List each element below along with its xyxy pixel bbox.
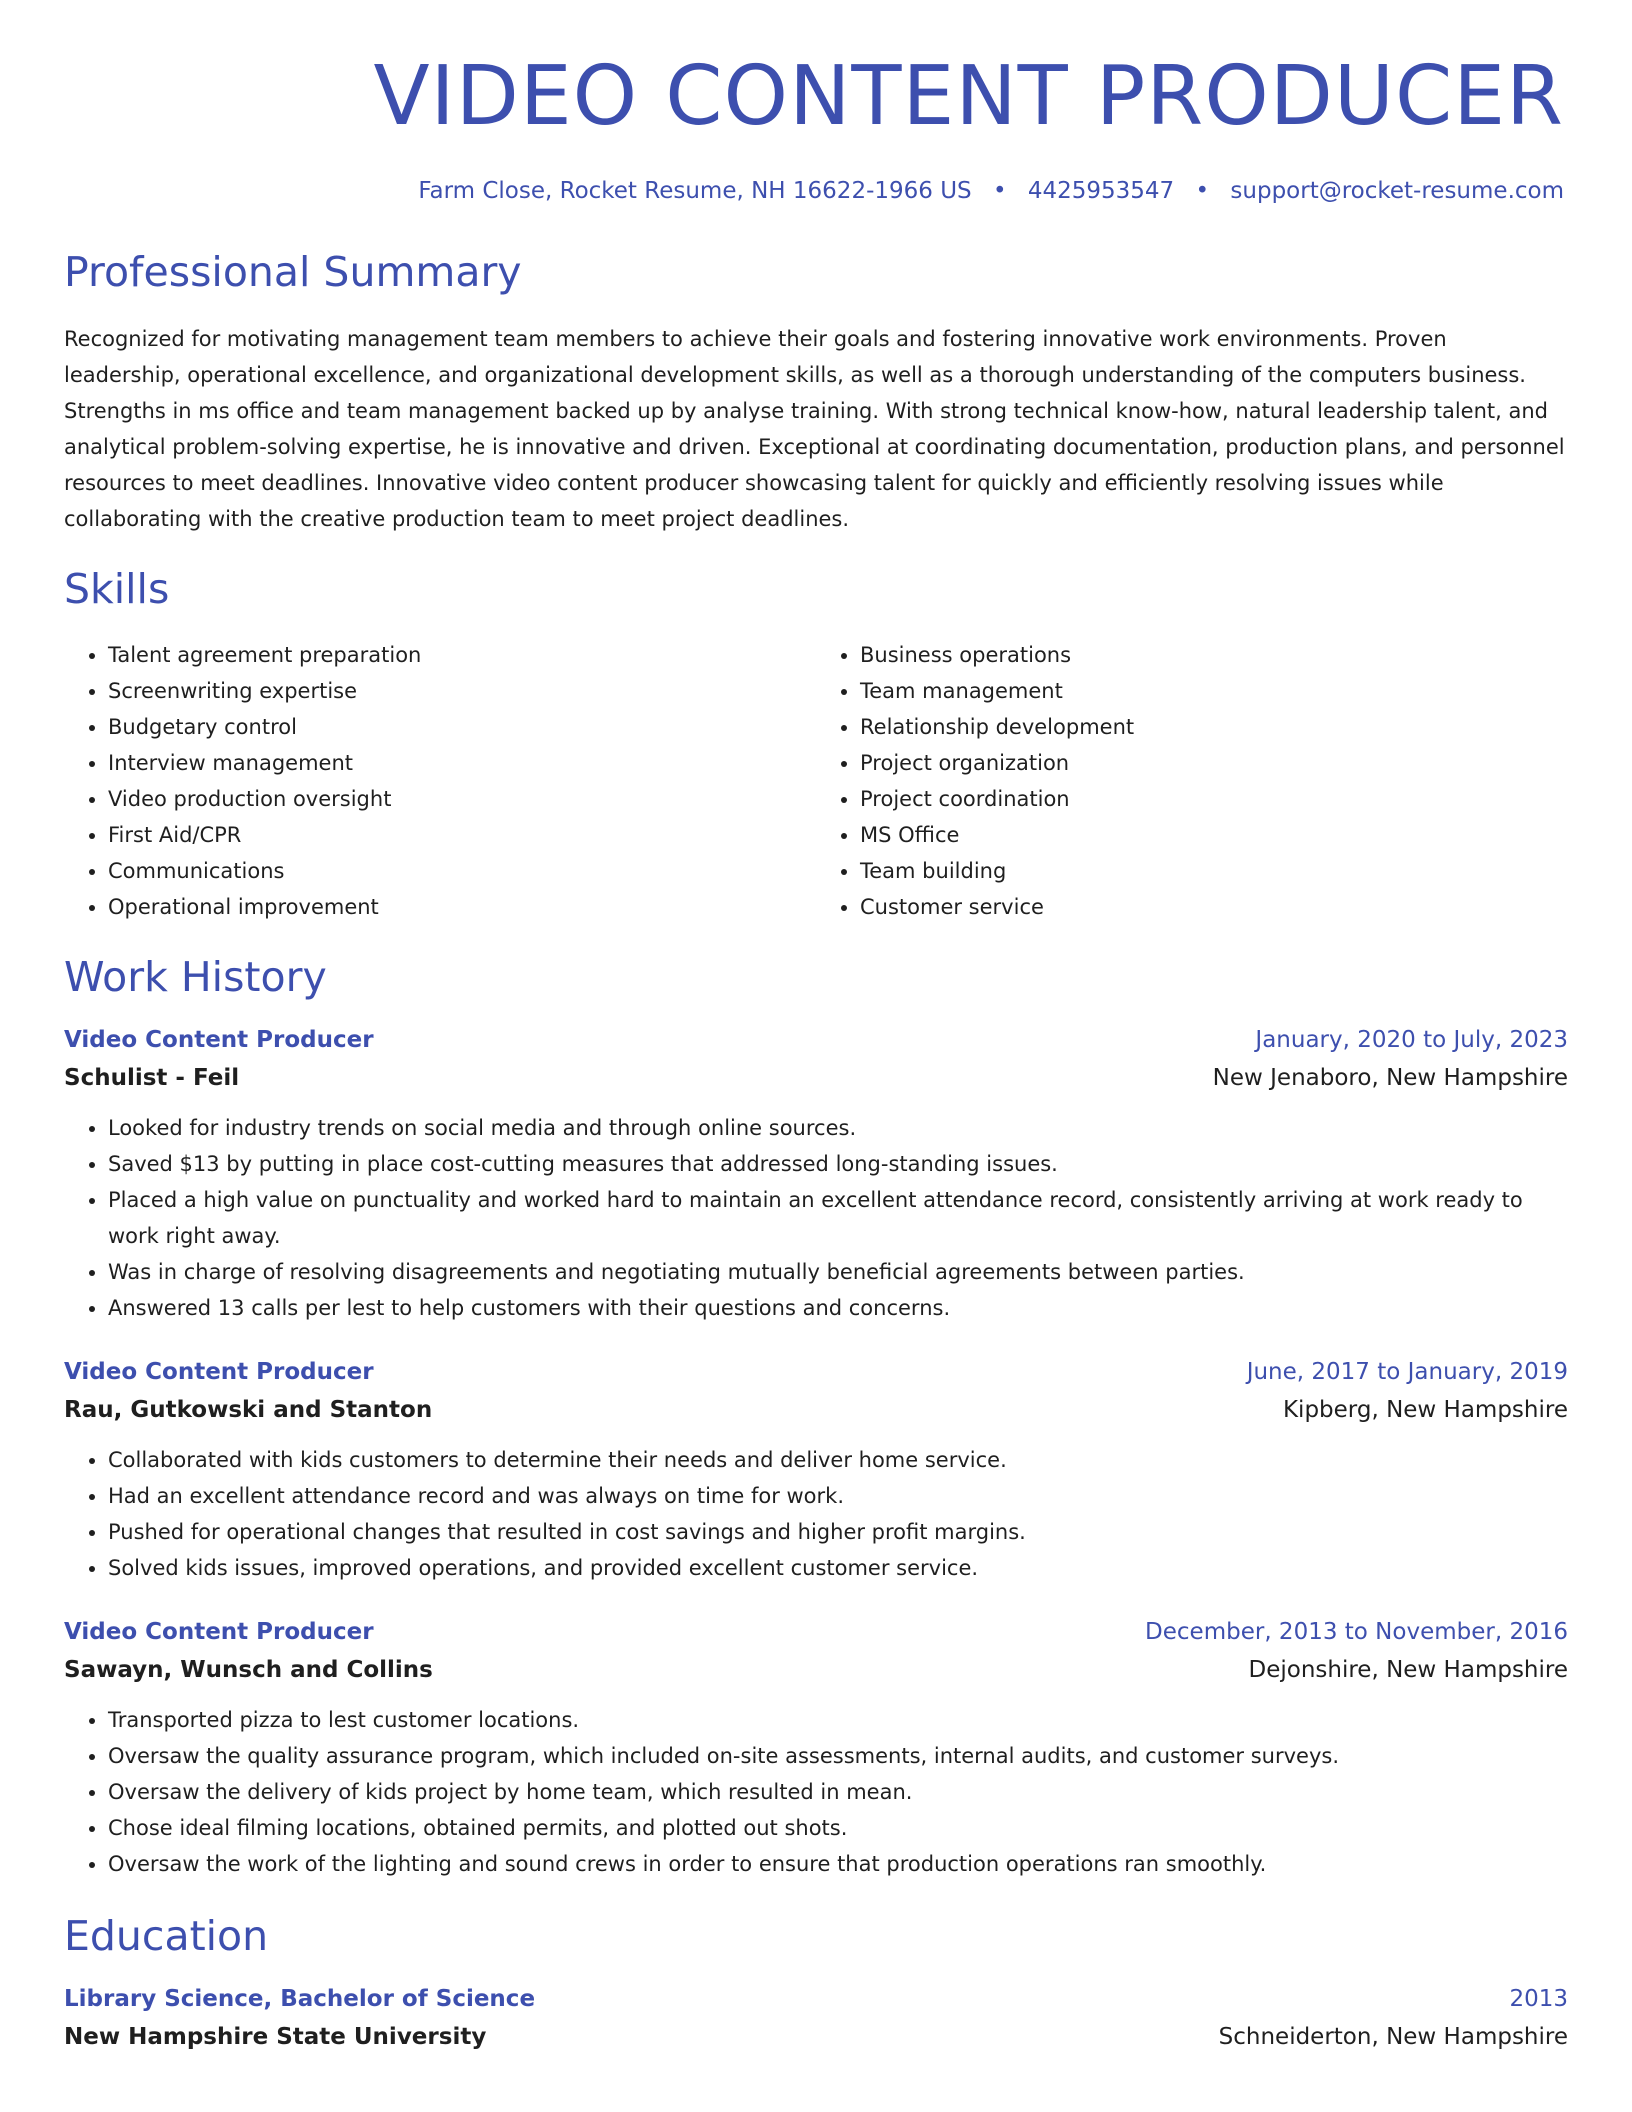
job-bullet: • Chose ideal filming locations, obtained permits, and plotted out shots. xyxy=(108,1810,1528,1846)
skill-item: • Customer service xyxy=(860,889,1568,925)
job-bullet: • Oversaw the work of the lighting and sound crews in order to ensure that production operations ran smoothly. xyxy=(108,1846,1528,1882)
job-bullets xyxy=(64,1442,1568,1586)
skill-item: • Communications xyxy=(108,853,816,889)
job-bullet: • Placed a high value on punctuality and worked hard to maintain an excellent attendance record, consistently arriving at work ready to work right away. xyxy=(108,1182,1528,1254)
work-history-heading: Work History xyxy=(64,952,327,1001)
job-entry xyxy=(64,1354,1568,1586)
education-year: 2013 xyxy=(1509,1985,1568,2012)
job-bullet: • Solved kids issues, improved operations, and provided excellent customer service. xyxy=(108,1550,1528,1586)
job-bullet: • Had an excellent attendance record and was always on time for work. xyxy=(108,1478,1528,1514)
skills-column-left xyxy=(64,637,816,925)
skills-heading: Skills xyxy=(64,565,170,614)
job-location: Kipberg, New Hampshire xyxy=(1282,1396,1568,1423)
job-company: Sawayn, Wunsch and Collins xyxy=(64,1656,433,1683)
education-heading: Education xyxy=(64,1911,269,1960)
job-company: Schulist - Feil xyxy=(64,1064,240,1091)
skills-column-right xyxy=(816,637,1568,925)
contact-line xyxy=(64,178,1568,204)
job-bullet: • Oversaw the quality assurance program, which included on-site assessments, internal audits, and customer surveys. xyxy=(108,1738,1528,1774)
job-bullets xyxy=(64,1702,1568,1882)
contact-separator: • xyxy=(1195,178,1210,205)
skills-grid xyxy=(64,637,1568,925)
job-bullet: • Pushed for operational changes that resulted in cost savings and higher profit margins. xyxy=(108,1514,1528,1550)
skill-item: • MS Office xyxy=(860,817,1568,853)
skill-item: • First Aid/CPR xyxy=(108,817,816,853)
skill-item: • Screenwriting expertise xyxy=(108,673,816,709)
job-location: Dejonshire, New Hampshire xyxy=(1248,1656,1568,1683)
skill-item: • Project coordination xyxy=(860,781,1568,817)
job-dates: December, 2013 to November, 2016 xyxy=(1145,1618,1568,1645)
job-title: Video Content Producer xyxy=(64,1618,374,1645)
job-dates: January, 2020 to July, 2023 xyxy=(1255,1026,1568,1053)
job-entry xyxy=(64,1022,1568,1326)
job-bullet: • Answered 13 calls per lest to help customers with their questions and concerns. xyxy=(108,1290,1528,1326)
job-bullet: • Collaborated with kids customers to determine their needs and deliver home service. xyxy=(108,1442,1528,1478)
job-bullet: • Looked for industry trends on social media and through online sources. xyxy=(108,1110,1528,1146)
job-bullets xyxy=(64,1110,1568,1326)
summary-heading: Professional Summary xyxy=(64,248,522,297)
skill-item: • Interview management xyxy=(108,745,816,781)
contact-separator: • xyxy=(992,178,1007,205)
job-title: Video Content Producer xyxy=(64,1026,374,1053)
skill-item: • Budgetary control xyxy=(108,709,816,745)
job-company: Rau, Gutkowski and Stanton xyxy=(64,1396,433,1423)
job-bullet: • Oversaw the delivery of kids project by home team, which resulted in mean. xyxy=(108,1774,1528,1810)
education-degree: Library Science, Bachelor of Science xyxy=(64,1985,536,2012)
skill-item: • Project organization xyxy=(860,745,1568,781)
job-entry xyxy=(64,1614,1568,1882)
contact-address: Farm Close, Rocket Resume, NH 16622-1966 US xyxy=(418,178,972,205)
job-location: New Jenaboro, New Hampshire xyxy=(1212,1064,1568,1091)
education-school: New Hampshire State University xyxy=(64,2023,487,2050)
skill-item: • Video production oversight xyxy=(108,781,816,817)
skill-item: • Talent agreement preparation xyxy=(108,637,816,673)
education-entry xyxy=(64,1981,1568,2057)
job-bullet: • Saved $13 by putting in place cost-cutting measures that addressed long-standing issues. xyxy=(108,1146,1528,1182)
skill-item: • Business operations xyxy=(860,637,1568,673)
job-bullet: • Transported pizza to lest customer locations. xyxy=(108,1702,1528,1738)
resume-name: VIDEO CONTENT PRODUCER xyxy=(373,49,1564,144)
summary-text: Recognized for motivating management team members to achieve their goals and fostering innovative work environments. Proven leadership, operational excellence, and organizational development skills, as well as a thorough understanding of the computers business. Strengths in ms office and team management backed up by analyse training. With strong technical know-how, natural leadership talent, and analytical problem-solving expertise, he is innovative and driven. Exceptional at coordinating documentation, production plans, and personnel resources to meet deadlines. Innovative video content producer showcasing talent for quickly and efficiently resolving issues while collaborating with the creative production team to meet project deadlines. xyxy=(64,327,1565,532)
skill-item: • Operational improvement xyxy=(108,889,816,925)
skill-item: • Team building xyxy=(860,853,1568,889)
contact-email: support@rocket-resume.com xyxy=(1230,178,1564,205)
contact-phone: 4425953547 xyxy=(1027,178,1175,205)
skill-item: • Team management xyxy=(860,673,1568,709)
job-bullet: • Was in charge of resolving disagreements and negotiating mutually beneficial agreements between parties. xyxy=(108,1254,1528,1290)
job-title: Video Content Producer xyxy=(64,1358,374,1385)
education-location: Schneiderton, New Hampshire xyxy=(1218,2023,1568,2050)
skill-item: • Relationship development xyxy=(860,709,1568,745)
job-dates: June, 2017 to January, 2019 xyxy=(1246,1358,1568,1385)
